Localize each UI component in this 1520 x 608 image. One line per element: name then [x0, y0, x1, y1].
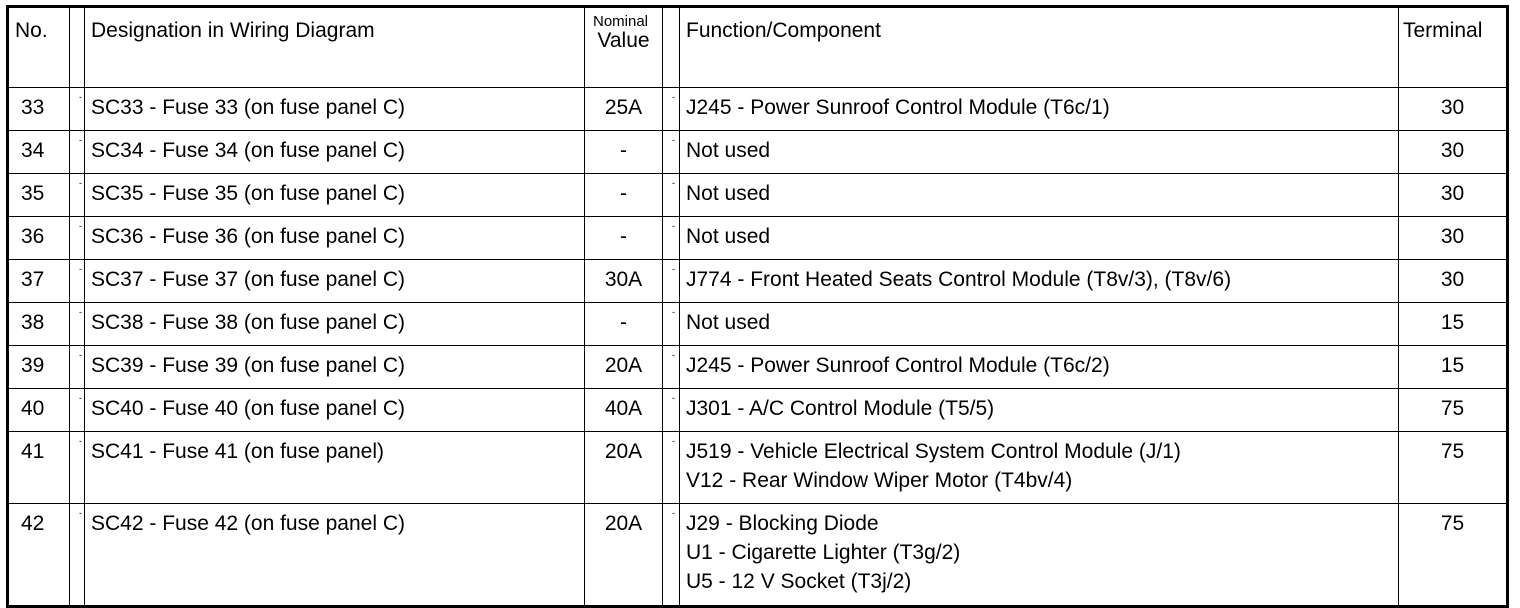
row-gap-cell: [70, 346, 85, 389]
header-terminal: Terminal: [1399, 7, 1508, 88]
cell-nominal-value: 20A: [585, 432, 663, 504]
row-gap-cell: [70, 260, 85, 303]
gap-mark: -: [672, 264, 675, 274]
gap-mark: -: [79, 350, 82, 360]
cell-nominal-value: 40A: [585, 389, 663, 432]
gap-mark: -: [79, 178, 82, 188]
cell-function: [680, 88, 1399, 131]
header-no: No.: [8, 7, 70, 88]
function-line: J774 - Front Heated Seats Control Module (T8v/3), (T8v/6): [686, 268, 1232, 291]
cell-no: 36: [8, 217, 70, 260]
table-row: [8, 217, 1508, 260]
fuse-table-container: [6, 5, 1509, 608]
cell-nominal-value: -: [585, 303, 663, 346]
row-gap-cell: [663, 432, 680, 504]
row-gap-cell: [70, 504, 85, 607]
function-line: U5 - 12 V Socket (T3j/2): [686, 570, 912, 593]
cell-function: [680, 174, 1399, 217]
header-nominal-bottom: Value: [597, 29, 650, 52]
row-gap-cell: [70, 217, 85, 260]
row-gap-cell: [663, 174, 680, 217]
header-nominal-top: Nominal: [592, 13, 649, 30]
cell-function: [680, 260, 1399, 303]
gap-mark: -: [672, 393, 675, 403]
cell-terminal: 30: [1399, 88, 1508, 131]
cell-designation: SC37 - Fuse 37 (on fuse panel C): [85, 260, 585, 303]
cell-no: 41: [8, 432, 70, 504]
table-row: [8, 260, 1508, 303]
cell-function: [680, 303, 1399, 346]
header-designation: Designation in Wiring Diagram: [85, 7, 585, 88]
header-function: Function/Component: [680, 7, 1399, 88]
row-gap-cell: [663, 88, 680, 131]
row-gap-cell: [70, 88, 85, 131]
function-line: J519 - Vehicle Electrical System Control Module (J/1): [686, 440, 1181, 463]
function-line: J245 - Power Sunroof Control Module (T6c/2): [686, 354, 1110, 377]
cell-designation: SC34 - Fuse 34 (on fuse panel C): [85, 131, 585, 174]
cell-terminal: 30: [1399, 174, 1508, 217]
gap-mark: -: [672, 307, 675, 317]
cell-designation: SC41 - Fuse 41 (on fuse panel): [85, 432, 585, 504]
gap-mark: -: [79, 135, 82, 145]
cell-terminal: 75: [1399, 504, 1508, 607]
cell-terminal: 75: [1399, 432, 1508, 504]
row-gap-cell: [663, 504, 680, 607]
table-row: [8, 389, 1508, 432]
table-row: [8, 432, 1508, 504]
cell-terminal: 30: [1399, 217, 1508, 260]
cell-nominal-value: 20A: [585, 346, 663, 389]
cell-nominal-value: -: [585, 174, 663, 217]
gap-mark: -: [79, 508, 82, 518]
gap-mark: -: [672, 221, 675, 231]
cell-no: 40: [8, 389, 70, 432]
cell-designation: SC40 - Fuse 40 (on fuse panel C): [85, 389, 585, 432]
fuse-table-body: [8, 7, 1508, 607]
cell-no: 38: [8, 303, 70, 346]
function-line: Not used: [686, 225, 771, 248]
gap-mark: -: [672, 135, 675, 145]
cell-nominal-value: 20A: [585, 504, 663, 607]
cell-designation: SC38 - Fuse 38 (on fuse panel C): [85, 303, 585, 346]
function-line: Not used: [686, 311, 771, 334]
cell-designation: SC39 - Fuse 39 (on fuse panel C): [85, 346, 585, 389]
gap-mark: -: [672, 508, 675, 518]
header-spacer: [70, 7, 85, 88]
row-gap-cell: [70, 432, 85, 504]
row-gap-cell: [70, 303, 85, 346]
gap-mark: -: [79, 264, 82, 274]
table-row: [8, 303, 1508, 346]
gap-mark: -: [672, 350, 675, 360]
cell-terminal: 15: [1399, 303, 1508, 346]
row-gap-cell: [663, 303, 680, 346]
cell-terminal: 30: [1399, 131, 1508, 174]
row-gap-cell: [663, 131, 680, 174]
function-line: Not used: [686, 139, 771, 162]
cell-terminal: 30: [1399, 260, 1508, 303]
header-spacer: [663, 7, 680, 88]
row-gap-cell: [663, 217, 680, 260]
cell-no: 34: [8, 131, 70, 174]
function-line: U1 - Cigarette Lighter (T3g/2): [686, 541, 961, 564]
cell-terminal: 75: [1399, 389, 1508, 432]
header-nominal-value: [585, 7, 663, 88]
function-line: Not used: [686, 182, 771, 205]
cell-function: [680, 432, 1399, 504]
cell-designation: SC42 - Fuse 42 (on fuse panel C): [85, 504, 585, 607]
table-header-row: [8, 7, 1508, 88]
function-line: J301 - A/C Control Module (T5/5): [686, 397, 995, 420]
cell-no: 35: [8, 174, 70, 217]
row-gap-cell: [70, 131, 85, 174]
cell-no: 37: [8, 260, 70, 303]
gap-mark: -: [672, 436, 675, 446]
table-row: [8, 346, 1508, 389]
gap-mark: -: [79, 92, 82, 102]
function-line: J245 - Power Sunroof Control Module (T6c/1): [686, 96, 1110, 119]
cell-designation: SC36 - Fuse 36 (on fuse panel C): [85, 217, 585, 260]
cell-nominal-value: -: [585, 217, 663, 260]
cell-nominal-value: 30A: [585, 260, 663, 303]
gap-mark: -: [79, 307, 82, 317]
gap-mark: -: [672, 178, 675, 188]
table-row: [8, 88, 1508, 131]
fuse-table: [6, 5, 1509, 608]
gap-mark: -: [672, 92, 675, 102]
row-gap-cell: [70, 174, 85, 217]
cell-nominal-value: 25A: [585, 88, 663, 131]
gap-mark: -: [79, 221, 82, 231]
cell-no: 39: [8, 346, 70, 389]
cell-function: [680, 131, 1399, 174]
cell-function: [680, 389, 1399, 432]
cell-no: 33: [8, 88, 70, 131]
table-row: [8, 174, 1508, 217]
gap-mark: -: [79, 393, 82, 403]
cell-designation: SC33 - Fuse 33 (on fuse panel C): [85, 88, 585, 131]
row-gap-cell: [663, 346, 680, 389]
table-row: [8, 504, 1508, 607]
function-line: V12 - Rear Window Wiper Motor (T4bv/4): [686, 469, 1073, 492]
row-gap-cell: [663, 389, 680, 432]
cell-designation: SC35 - Fuse 35 (on fuse panel C): [85, 174, 585, 217]
row-gap-cell: [70, 389, 85, 432]
row-gap-cell: [663, 260, 680, 303]
gap-mark: -: [79, 436, 82, 446]
function-line: J29 - Blocking Diode: [686, 512, 879, 535]
cell-function: [680, 504, 1399, 607]
cell-nominal-value: -: [585, 131, 663, 174]
cell-function: [680, 346, 1399, 389]
cell-function: [680, 217, 1399, 260]
cell-terminal: 15: [1399, 346, 1508, 389]
table-row: [8, 131, 1508, 174]
cell-no: 42: [8, 504, 70, 607]
